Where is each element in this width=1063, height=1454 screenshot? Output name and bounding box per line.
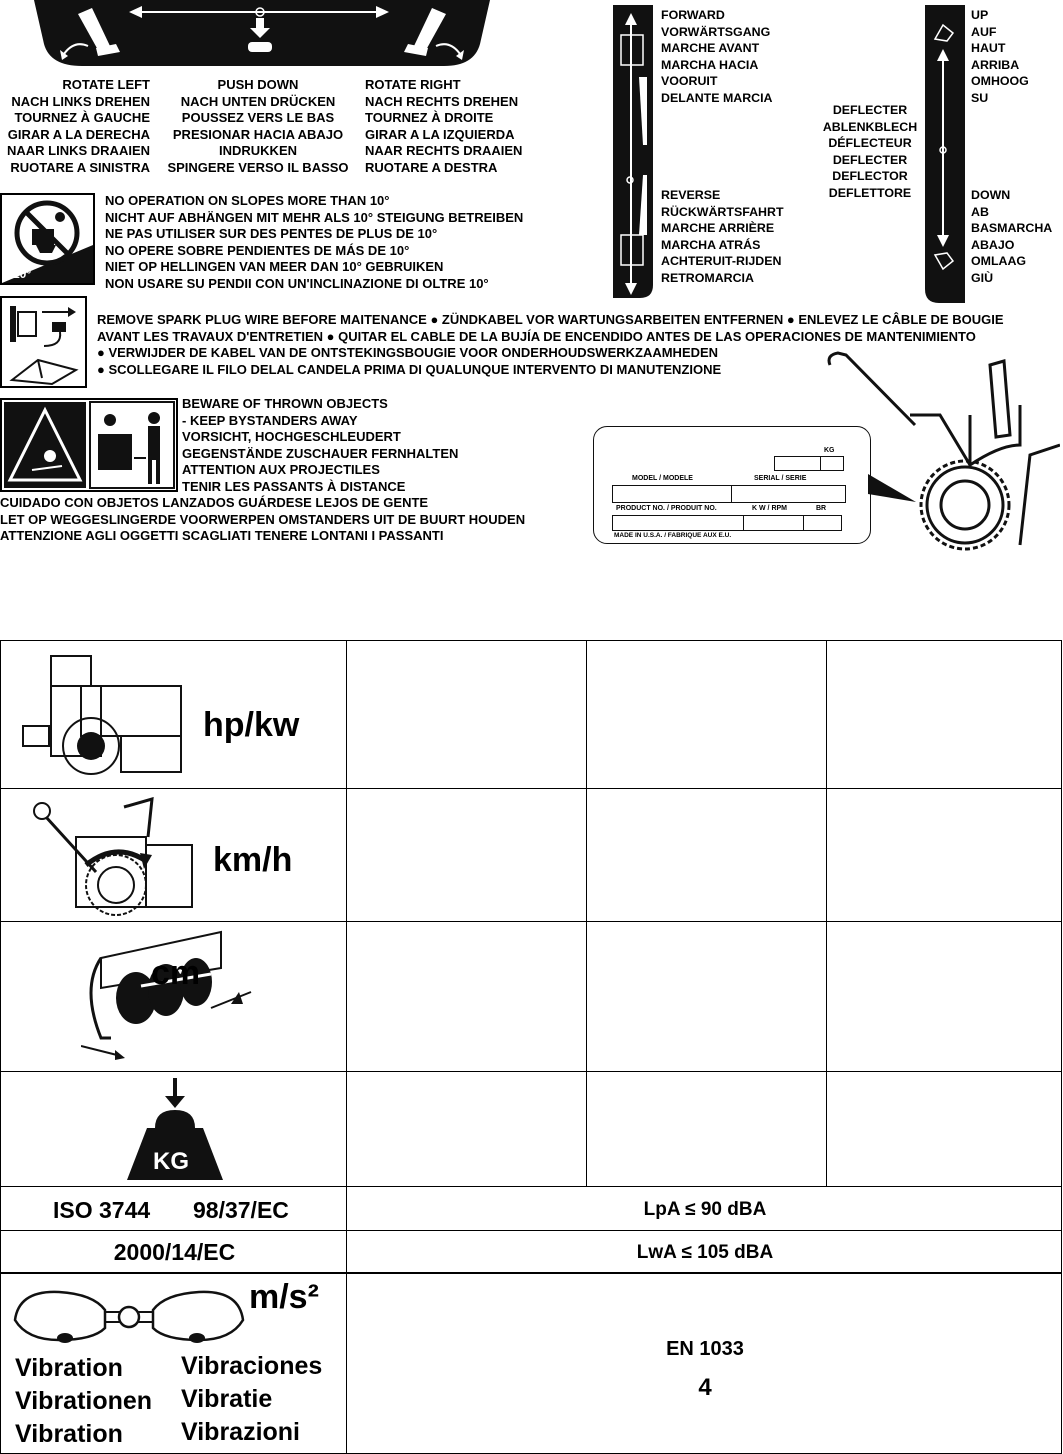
directive-cell: [0, 1230, 347, 1273]
thrown-objects-icon: [0, 398, 178, 492]
deflector-lever-bar: [925, 5, 965, 303]
vibration-unit: m/s²: [249, 1278, 319, 1316]
lwa-label: LwA ≤ 105 dBA: [636, 1242, 774, 1263]
hands-on-handle-icon: [9, 1284, 249, 1350]
thrown-objects-text-long: CUIDADO CON OBJETOS LANZADOS GUÁRDESE LEJOS DE GENTE LET OP WEGGESLINGERDE VOORWERPEN OMSTANDERS UIT DE BUURT HOUDEN ATTENZIONE AGLI OGGETTI SCAGLIATI TENERE LONTANI I PASSANTI: [0, 495, 526, 544]
engine-icon: [21, 646, 191, 786]
directive1-label: 98/37/EC: [193, 1197, 289, 1223]
down-text: DOWN AB BASMARCHA ABAJO OMLAAG GIÙ: [971, 188, 1053, 285]
plate-made-label: MADE IN U.S.A. / FABRIQUE AUX E.U.: [614, 532, 732, 539]
spec-cell: [586, 921, 827, 1072]
spec-cell: [346, 921, 587, 1072]
thrown-objects-text: BEWARE OF THROWN OBJECTS - KEEP BYSTANDERS AWAY VORSICHT, HOCHGESCHLEUDERT GEGENSTÄNDE ZUSCHAUER FERNHALTEN ATTENTION AUX PROJECTILES TENIR LES PASSANTS À DISTANCE: [182, 396, 459, 494]
km-h-label: km/h: [213, 841, 293, 879]
spec-cell: [826, 1071, 1062, 1187]
standard-label: EN 1033: [666, 1338, 744, 1360]
slope-warning-icon: [0, 193, 95, 285]
vibration-cell: [0, 1272, 347, 1454]
standard-cell: [346, 1272, 1062, 1454]
spec-cell: [346, 788, 587, 922]
directive2-label: 2000/14/EC: [113, 1239, 236, 1265]
push-down-text: PUSH DOWN NACH UNTEN DRÜCKEN POUSSEZ VERS LE BAS PRESIONAR HACIA ABAJO INDRUKKEN SPINGERE VERSO IL BASSO: [167, 77, 349, 175]
drive-lever-bar: [613, 5, 653, 298]
hp-kw-label: hp/kw: [203, 706, 300, 744]
deflector-text: DEFLECTER ABLENKBLECH DÉFLECTEUR DEFLECTER DEFLECTOR DEFLETTORE: [822, 103, 918, 200]
spec-cell: [826, 921, 1062, 1072]
spec-table: [0, 640, 1062, 1454]
spec-cell: [586, 788, 827, 922]
spec-cell: [586, 640, 827, 789]
plate-br-label: BR: [816, 505, 827, 512]
plate-kg-box: [774, 456, 844, 471]
maintenance-text: REMOVE SPARK PLUG WIRE BEFORE MAITENANCE ● ZÜNDKABEL VOR WARTUNGSARBEITEN ENTFERNEN ● ENLEVEZ LE CÂBLE DE BOUGIE AVANT LES TRAVAUX D'ENTRETIEN ● QUITAR EL CABLE DE LA BUJÍA DE ENCENDIDO ANTES DE LAS OPERACIONES DE MANTENIMIENTO ● VERWIJDER DE KABEL VAN DE ONTSTEKINGSBOUGIE VOOR ONDERHOUDSWERKZAAMHEDEN ● SCOLLEGARE IL FILO DELAL CANDELA PRIMA DI QUALUNQUE INTERVENTO DI MANUTENZIONE: [97, 312, 1004, 377]
auger-housing-icon: [81, 928, 261, 1068]
spark-plug-manual-icon: [0, 296, 87, 388]
iso-cell: [0, 1186, 347, 1231]
vibration-value: 4: [698, 1374, 712, 1401]
chute-control-panel: [34, 0, 490, 70]
iso-label: ISO 3744: [53, 1197, 151, 1223]
nameplate-pointer: [868, 468, 918, 508]
spec-cell: [826, 788, 1062, 922]
vibration-left-text: Vibration Vibrationen Vibration: [15, 1354, 153, 1448]
vibration-right-text: Vibraciones Vibratie Vibrazioni: [181, 1352, 323, 1446]
spec-cell: [346, 640, 587, 789]
spec-row-width: [0, 921, 347, 1072]
rotate-right-text: ROTATE RIGHT NACH RECHTS DREHEN TOURNEZ À DROITE GIRAR A LA IZQUIERDA NAAR RECHTS DRAAIEN RUOTARE A DESTRA: [365, 77, 523, 175]
lwa-cell: [346, 1230, 1062, 1273]
plate-kw-label: K W / RPM: [752, 505, 787, 512]
spec-cell: [346, 1071, 587, 1187]
rotate-left-text: ROTATE LEFT NACH LINKS DREHEN TOURNEZ À GAUCHE GIRAR A LA DERECHA NAAR LINKS DRAAIEN RUOTARE A SINISTRA: [7, 77, 150, 175]
plate-serial-label: SERIAL / SERIE: [754, 475, 807, 482]
spec-cell: [826, 640, 1062, 789]
plate-model-label: MODEL / MODELE: [632, 475, 693, 482]
forward-text: FORWARD VORWÄRTSGANG MARCHE AVANT MARCHA HACIA VOORUIT DELANTE MARCIA: [661, 8, 773, 105]
spec-row-speed: [0, 788, 347, 922]
lpa-label: LpA ≤ 90 dBA: [643, 1199, 767, 1220]
slope-warning-text: NO OPERATION ON SLOPES MORE THAN 10° NICHT AUF ABHÄNGEN MIT MEHR ALS 10° STEIGUNG BETREIBEN NE PAS UTILISER SUR DES PENTES DE PLUS DE 10° NO OPERE SOBRE PENDIENTES DE MÁS DE 10° NIET OP HELLINGEN VAN MEER DAN 10° GEBRUIKEN NON USARE SU PENDII CON UN'INCLINAZIONE DI OLTRE 10°: [105, 193, 524, 291]
plate-kg-label: KG: [824, 447, 835, 454]
lpa-cell: [346, 1186, 1062, 1231]
spec-row-engine: [0, 640, 347, 789]
spec-cell: [586, 1071, 827, 1187]
spec-row-weight: [0, 1071, 347, 1187]
kg-label: KG: [153, 1148, 189, 1175]
up-text: UP AUF HAUT ARRIBA OMHOOG SU: [971, 8, 1029, 105]
nameplate: [593, 426, 871, 544]
cm-label: cm: [151, 954, 201, 992]
plate-product-box: [612, 515, 842, 531]
plate-product-label: PRODUCT NO. / PRODUIT NO.: [616, 505, 717, 512]
reverse-text: REVERSE RÜCKWÄRTSFAHRT MARCHE ARRIÈRE MARCHA ATRÁS ACHTERUIT-RIJDEN RETROMARCIA: [661, 188, 784, 285]
slope-badge: >10°: [6, 267, 32, 281]
plate-model-box: [612, 485, 846, 503]
snowblower-wheel-icon: [26, 797, 196, 919]
